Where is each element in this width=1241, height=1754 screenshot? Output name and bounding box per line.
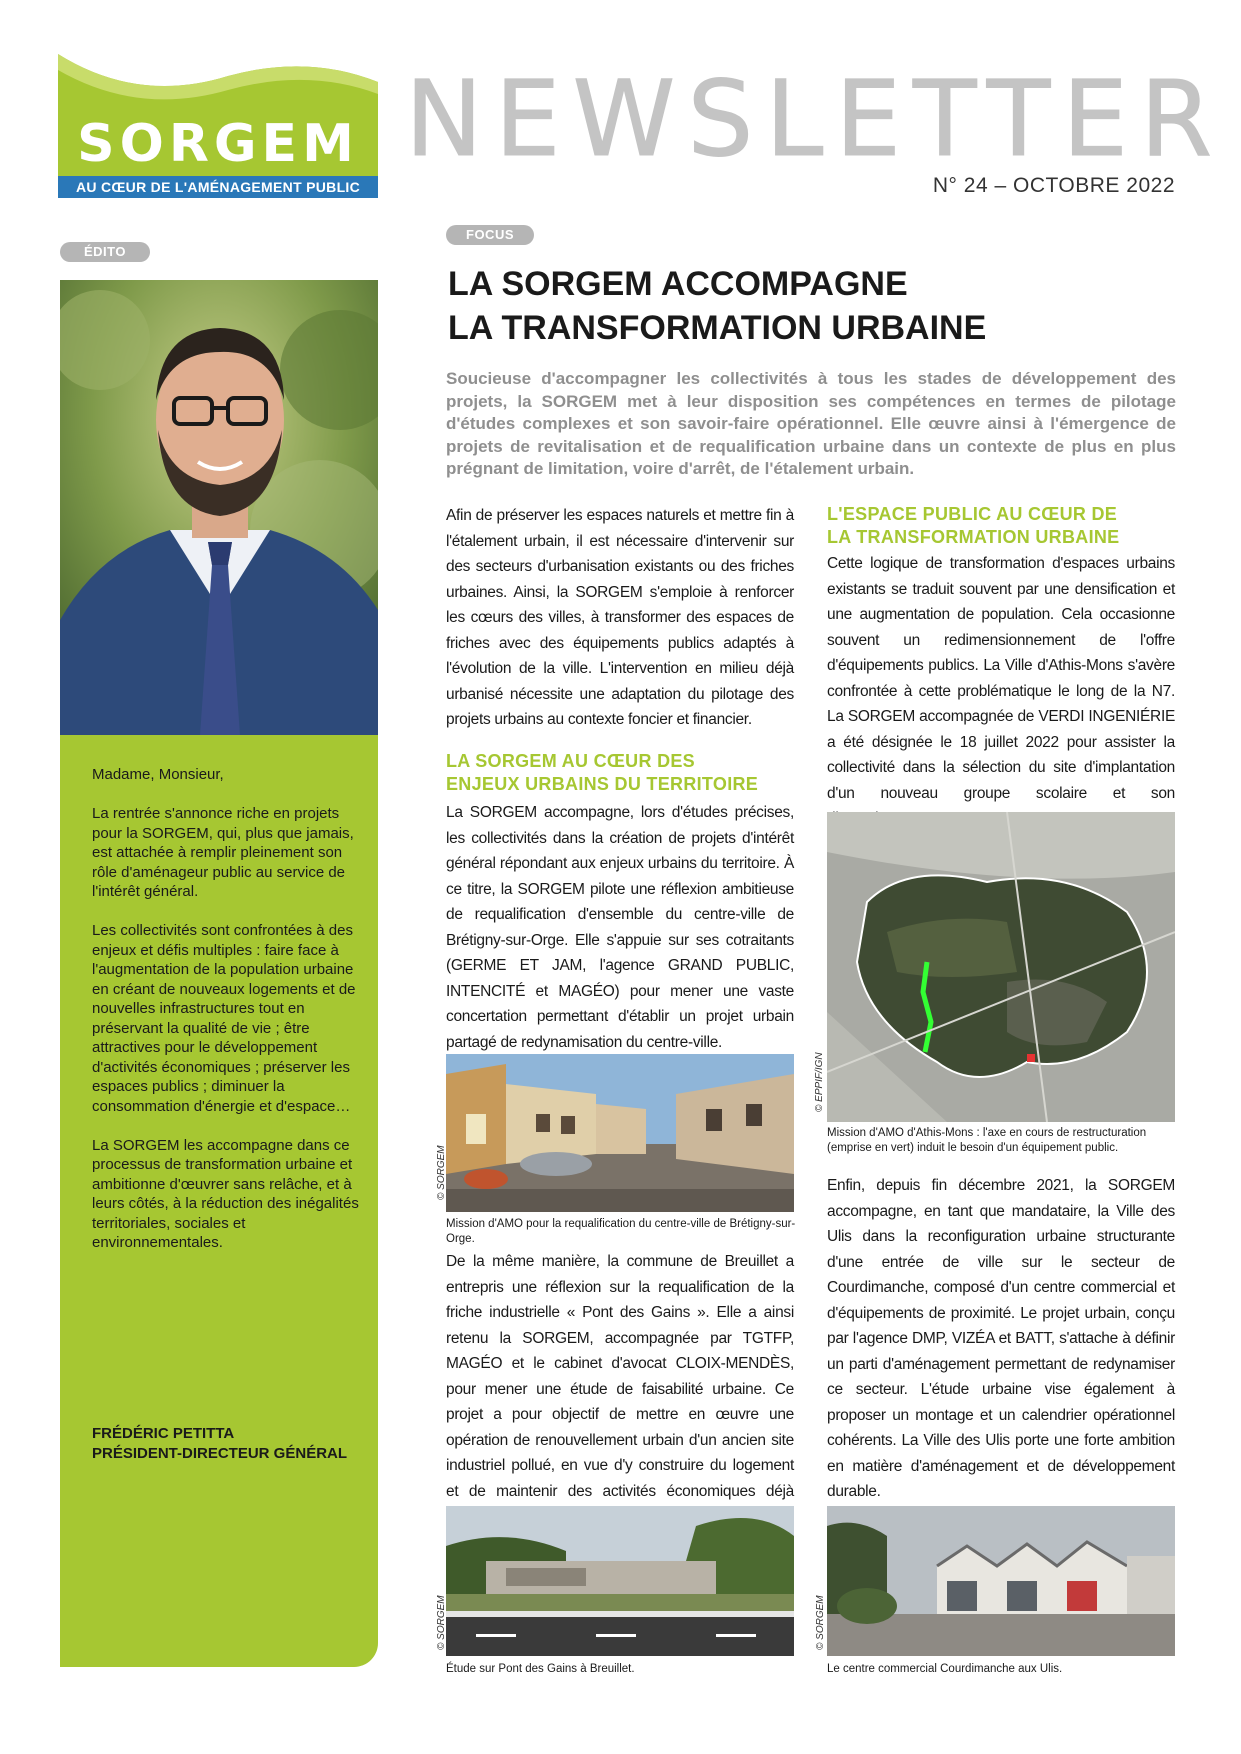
focus-label: FOCUS [446, 225, 534, 245]
article-paragraph: Enfin, depuis fin décembre 2021, la SORGEM accompagne, en tant que mandataire, la Ville des Ulis dans la reconfiguration urbaine structurante d'une entrée de ville sur le secteur de Courdimanche, composé d'un centre commercial et d'équipements de proximité. Le projet urbain, conçu par l'agence DMP, VIZÉA et BATT, s'attache à définir un parti d'aménagement permettant de redynamiser ce secteur. L'étude urbaine vise également à proposer un montage et un calendrier opérationnel cohérents. La Ville des Ulis porte une forte ambition en matière d'aménagement et de développement durable. [827, 1177, 1175, 1500]
photo-caption: Le centre commercial Courdimanche aux Ulis. [827, 1663, 1063, 1675]
portrait-photo [60, 280, 378, 735]
signature-name: FRÉDÉRIC PETITTA [92, 1425, 235, 1442]
edito-paragraph: Madame, Monsieur, [92, 766, 224, 783]
article-paragraph: De la même manière, la commune de Breuillet a entrepris une réflexion sur la requalification de la friche industrielle « Pont des Gains ». Elle a ainsi retenu la SORGEM, accompagnée par TGTFP, MAGÉO et le cabinet d'avocat CLOIX-MENDÈS, pour mener une étude de faisabilité urbaine. Ce projet a pour objectif de mettre en œuvre une opération de renouvellement urbain d'un ancien site industriel pollué, en vue d'y construire du logement et de maintenir des activités économiques déjà [446, 1253, 794, 1500]
issue-number: N° 24 – OCTOBRE 2022 [932, 174, 1175, 197]
photo-credit: © EPPIF/IGN [814, 1052, 825, 1112]
pont-des-gains-photo [446, 1506, 794, 1656]
section-heading-line: L'ESPACE PUBLIC AU CŒUR DE [827, 504, 1118, 524]
photo-credit: © SORGEM [815, 1595, 826, 1650]
headline-line: LA SORGEM ACCOMPAGNE [448, 265, 908, 303]
section-heading-line: ENJEUX URBAINS DU TERRITOIRE [446, 774, 759, 794]
headline-line: LA TRANSFORMATION URBAINE [448, 309, 987, 347]
edito-paragraph: Les collectivités sont confrontées à des enjeux et défis multiples : faire face à l'augmentation de la population urbaine en créant de nouveaux logements et de nouvelles infrastructures tout en préservant la qualité de vie ; être attractives pour le développement d'activités économiques ; préserver les espaces publics ; diminuer la consommation d'énergie et d'espace… [92, 922, 356, 1115]
photo-caption: Mission d'AMO d'Athis-Mons : l'axe en cours de restructuration (emprise en vert) induit le besoin d'un équipement public. [827, 1127, 1147, 1154]
edito-sidebar [60, 280, 378, 1667]
photo-credit: © SORGEM [436, 1145, 447, 1200]
photo-credit: © SORGEM [436, 1595, 447, 1650]
article-paragraph: Afin de préserver les espaces naturels et mettre fin à l'étalement urbain, il est nécessaire d'intervenir sur des secteurs d'urbanisation existants ou des friches urbaines. Ainsi, la SORGEM s'emploie à renforcer les cœurs des villes, à transformer des espaces de friches avec des équipements publics adaptés à l'évolution de la ville. L'intervention en milieu déjà urbanisé nécessite une adaptation du pilotage des projets urbains au contexte foncier et financier. [446, 507, 794, 728]
photo-caption: Étude sur Pont des Gains à Breuillet. [446, 1663, 635, 1675]
newsletter-title: NEWSLETTER [405, 58, 1225, 180]
section-heading-line: LA TRANSFORMATION URBAINE [827, 527, 1120, 547]
focus-intro: Soucieuse d'accompagner les collectivités à tous les stades de développement des projets, la SORGEM met à leur disposition ses compétences en termes de pilotage d'études complexes et son savoir-faire opérationnel. Elle œuvre ainsi à l'émergence de projets de revitalisation et de requalification urbaine dans un contexte de plus en plus prégnant de limitation, voire d'arrêt, de l'étalement urbain. [446, 369, 1176, 478]
article-paragraph: Cette logique de transformation d'espaces urbains existants se traduit souvent par une densification et une augmentation de population. Cela occasionne souvent un redimensionnement de l'offre d'équipements publics. La Ville d'Athis-Mons s'avère confrontée à cette problématique le long de la N7. La SORGEM accompagnée de VERDI INGENIÉRIE a été désignée le 18 juillet 2022 pour assister la collectivité dans la sélection du site d'implantation d'un nouveau groupe scolaire et son [827, 555, 1175, 802]
focus-headline [448, 262, 1188, 350]
logo-wordmark: SORGEM [77, 114, 359, 174]
photo-caption: Mission d'AMO pour la requalification du centre-ville de Brétigny-sur-Orge. [446, 1218, 796, 1245]
edito-label: ÉDITO [60, 242, 150, 262]
sorgem-logo [58, 54, 378, 198]
section-heading-line: LA SORGEM AU CŒUR DES [446, 751, 695, 771]
athis-mons-aerial-map [827, 812, 1175, 1122]
signature-title: PRÉSIDENT-DIRECTEUR GÉNÉRAL [92, 1444, 348, 1462]
edito-text [92, 765, 362, 1272]
logo-tagline: AU CŒUR DE L'AMÉNAGEMENT PUBLIC [58, 176, 378, 198]
edito-paragraph: La SORGEM les accompagne dans ce processus de transformation urbaine et ambitionne d'œuvrer sans relâche, et à leurs côtés, à la réduction des inégalités territoriales, sociales et environnementales. [92, 1136, 359, 1251]
edito-signature [92, 1424, 347, 1463]
section-heading [446, 750, 806, 796]
section-heading [827, 503, 1187, 549]
edito-paragraph: La rentrée s'annonce riche en projets pour la SORGEM, qui, plus que jamais, est attachée à remplir pleinement son rôle d'aménageur public au service de l'intérêt général. [92, 805, 354, 900]
courdimanche-mall-photo [827, 1506, 1175, 1656]
article-paragraph: La SORGEM accompagne, lors d'études précises, les collectivités dans la création de projets d'intérêt général répondant aux enjeux urbains du territoire. À ce titre, la SORGEM pilote une réflexion ambitieuse de requalification d'ensemble du centre-ville de Brétigny-sur-Orge. Elle s'appuie sur ses cotraitants (GERME ET JAM, l'agence GRAND PUBLIC, INTENCITÉ et MAGÉO) pour mener une vaste concertation permettant d'établir un projet urbain partagé de redynamisation du centre-ville. [446, 804, 794, 1051]
bretigny-street-photo [446, 1054, 794, 1212]
